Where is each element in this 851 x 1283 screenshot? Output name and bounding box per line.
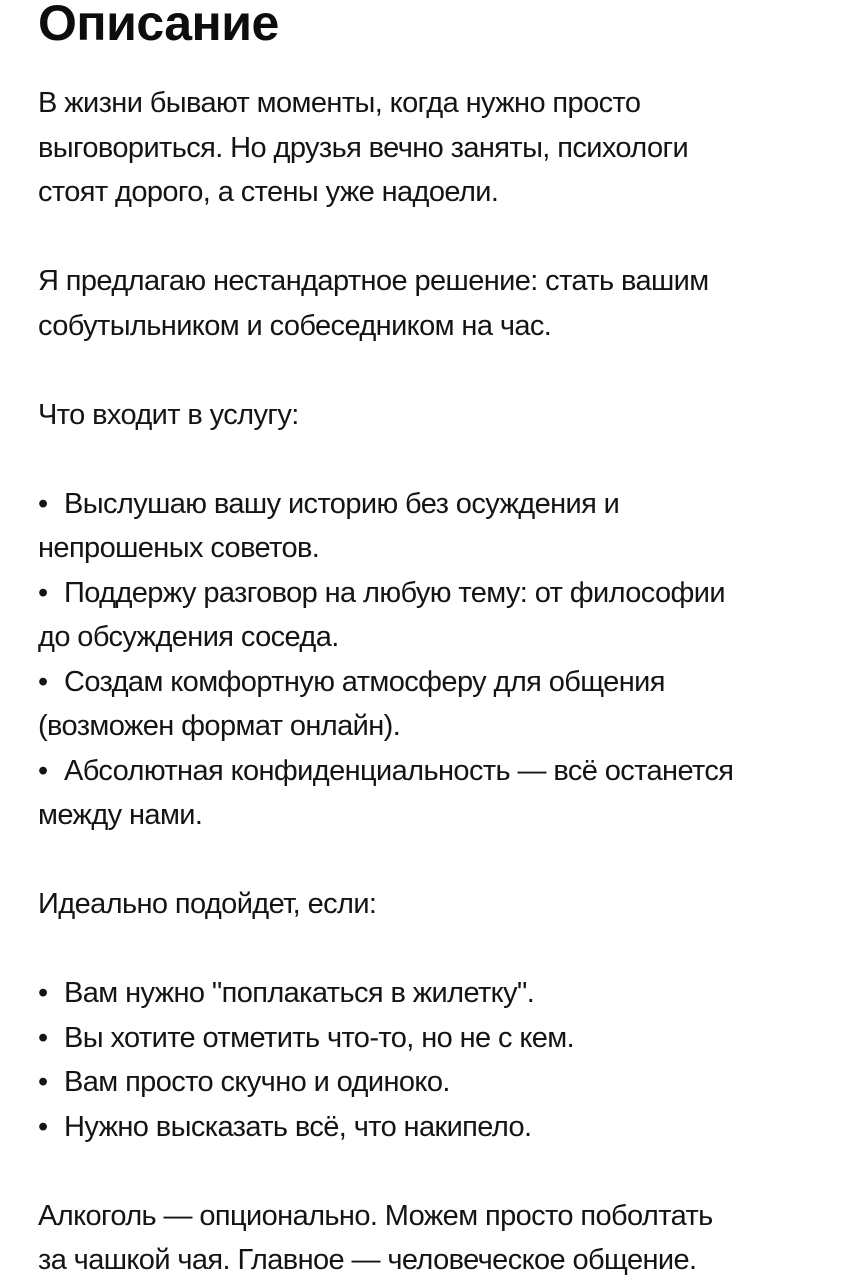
bullet-icon: • [38,754,48,787]
bullet-icon: • [38,487,48,520]
list-item-text: Вам нужно "поплакаться в жилетку". [64,977,535,1009]
list-item-text: Создам комфортную атмосферу для общения [64,665,665,698]
bullet-icon: • [38,1110,48,1143]
bullet-icon: • [38,576,48,609]
list-item [38,1060,828,1105]
includes-list [38,482,828,838]
list-item [38,660,828,749]
text-line: Я предлагаю нестандартное решение: стать вашим [38,265,709,297]
text-line: В жизни бывают моменты, когда нужно просто [38,87,641,119]
list-item [38,749,828,838]
list-item-text: непрошеных советов. [38,532,320,564]
text-line: стоят дорого, а стены уже надоели. [38,176,499,208]
text-line: выговориться. Но друзья вечно заняты, психологи [38,131,689,164]
ideal-heading: Идеально подойдет, если: [38,888,377,920]
list-item-text: между нами. [38,799,203,831]
description-text [38,81,828,1283]
list-item-text: Поддержу разговор на любую тему: от философии [64,576,725,609]
list-item-text: (возможен формат онлайн). [38,710,401,742]
description-section [38,0,828,1283]
text-line: за чашкой чая. Главное — человеческое общение. [38,1244,697,1276]
list-item-text: Абсолютная конфиденциальность — всё останется [64,754,734,787]
list-item [38,971,828,1016]
ideal-list [38,971,828,1149]
list-item-text: Нужно высказать всё, что накипело. [64,1110,532,1143]
list-item [38,1105,828,1150]
list-item [38,482,828,571]
closing-paragraph [38,1194,828,1283]
bullet-icon: • [38,1021,48,1054]
section-title: Описание [38,0,279,51]
intro-paragraph [38,81,828,215]
list-item-text: до обсуждения соседа. [38,621,339,653]
list-item [38,1016,828,1061]
list-item-text: Вам просто скучно и одиноко. [64,1066,450,1098]
list-item [38,571,828,660]
bullet-icon: • [38,977,48,1009]
text-line: Алкоголь — опционально. Можем просто поболтать [38,1199,713,1232]
offer-paragraph [38,259,828,348]
includes-heading: Что входит в услугу: [38,398,299,431]
bullet-icon: • [38,665,48,698]
text-line: собутыльником и собеседником на час. [38,309,552,342]
bullet-icon: • [38,1066,48,1098]
list-item-text: Вы хотите отметить что-то, но не с кем. [64,1021,575,1054]
list-item-text: Выслушаю вашу историю без осуждения и [64,487,620,520]
